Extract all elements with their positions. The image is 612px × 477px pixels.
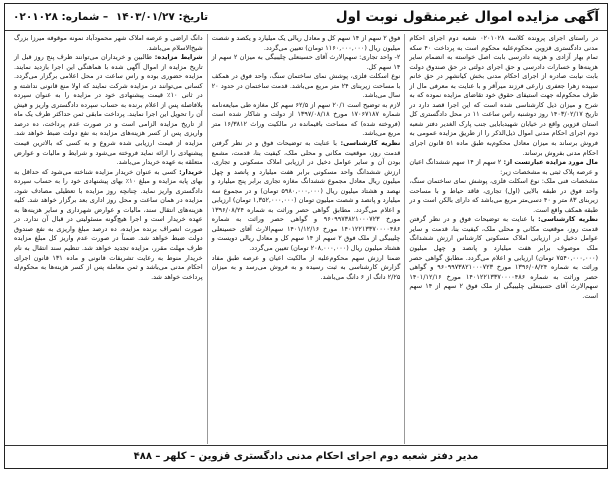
paragraph-text: ۲- واحد تجاری: سهم‌الارث آقای حسینعلی چلیبیگی به میزان ۲ سهم از ۱۴ سهم کل. [211, 53, 401, 71]
paragraph-text: دانگ اراضی و عرصه املاک شهر محمودآباد نمونه موقوفه میرزا بزرگ شیخ‌الاسلام می‌باشد. [13, 34, 203, 52]
paragraph-text: با عنایت به توضیحات فوق و در نظر گرفتن قدمت روز، موقعیت مکانی و محلی ملک، کیفیت بنا، قدمت و سایر عوامل دخیل در ارزیابی املاک مسکونی کارشناس ارزش ششدانگ ملک موصوف برابر هفت میلیارد و پانصد و چهل میلیون (۷۵۴۰,۰۰۰,۰۰۰ تومان) ارزیابی و اعلام می‌گردد. مطابق گواهی حصر وراثت به شماره ۱۳۹۶/۰۸/۲۴ مورخ ۹۶۰۹۹۷۳۸۲۱۰۰۰۷۲۳ و گواهی حصر وراثت به شماره ۱۴۰۱۲۲۱۳۳۷۰۰۰۰۴۸۶ مورخ ۱۴۰۱/۱۲/۱۶ سهم‌الارث آقای حسینعلی چلیبیگی از ملک فوق ۲ سهم از ۱۴ سهم است. [409, 215, 599, 300]
paragraph-label: خریدار: [176, 167, 203, 176]
paragraph-label: شرایط مزایده: [151, 53, 203, 62]
paragraph [409, 177, 598, 215]
paragraph-text: لازم به توضیح است ۲۰/۱ سهم از ۶۲/۵ سهم کل مغازه طی مبایعه‌نامه شماره ۱۷۰۶۷۱۸۷ مورخ ۱۳۹۷/۰۸/۱۸ از دولت و شاکار شده است (فروخته شده) که مساحت باقیمانده در مالکیت وراث ۱۶/۳۸۱۲ متر مربع می‌باشد. [211, 100, 401, 138]
paragraph-text: فوق ۲ سهم از ۱۴ سهم کل و معادل ریالی یک میلیارد و یکصد و شصت میلیون ریال (۱۱۶۰,۰۰۰,۰۰۰ تومان) تعیین می‌گردد. [211, 34, 401, 52]
paragraph-text: کسی به عنوان خریدار مزایده شناخته می‌شود که حداقل به بهای پایه مزایده و مبلغ ۱۰٪ بهای پیشنهادی خود را به حساب سپرده دادگستری واریز نماید. چنانچه روز مزایده با تعطیلی مصادف شود، مزایده در همان ساعت و محل روز اداری بعد برگزار خواهد شد. کلیه هزینه‌های انتقال سند، مالیات و عوارض شهرداری و سایر هزینه‌ها به عهده خریدار است و اجرا هیچ‌گونه مسئولیتی در قبال آن ندارد. در صورت انصراف برنده مزایده، ده درصد مبلغ واریزی به نفع صندوق دولت ضبط خواهد شد. ضمناً در صورت عدم واریز کل مبلغ مزایده ظرف مهلت مقرر، مزایده تجدید خواهد شد. تنظیم سند انتقال به نام خریدار منوط به رعایت تشریفات قانونی و ماده ۱۳۱ قانون اجرای احکام مدنی می‌باشد و ثمن معامله پس از کسر هزینه‌ها به محکوم‌له پرداخت خواهد شد. [13, 167, 203, 281]
paragraph-label: مال مورد مزایده عبارتست از: [501, 158, 598, 167]
paragraph [14, 34, 203, 53]
paragraph [212, 34, 401, 53]
paragraph [212, 53, 401, 72]
notice-header [5, 4, 607, 31]
paragraph-text: در راستای اجرای پرونده کلاسه ۰۲۰۱۰۲۸ شعبه دوم اجرای احکام مدنی دادگستری قزوین محکوم‌علیه محکوم است به پرداخت ۴۰ سکه تمام بهار آزادی و هزینه دادرسی بابت اصل خواسته به انضمام سایر هزینه‌ها و خسارات دادرسی و حق اجرای دولتی در حق صندوق دولت بابت نیابت صادره از اجرای احکام مدنی بخش کیانشهر در حق خانم سپیده زهرا جعفری زارعی فرزند میرآقر و با عنایت به معرفی مال از طرف محکوم‌له جهت استیفای حقوق خود تقاضای مزایده نموده که به شرح و میزان ذیل کارشناسی شده است که این اجرا قصد دارد در تاریخ ۱۴۰۳/۰۲/۱۷ روز دوشنبه راس ساعت ۱۱ در محل دادگستری کل استان قزوین واقع در خیابان شهیدبابایی جنب پارک الغدیر دفتر شعبه دوم اجرای احکام مدنی اموال ذیل‌الذکر را از طریق مزایده عمومی به فروش برساند به میزان معادل محکوم‌به طبق ماده ۵۱ قانون اجرای احکام مدنی بفروش برساند. [409, 34, 599, 157]
notice-page [4, 3, 608, 469]
column-middle [208, 34, 406, 444]
paragraph-label: نظریه کارشناسی: [534, 215, 598, 224]
notice-meta [13, 11, 208, 23]
paragraph [212, 72, 401, 101]
paragraph [409, 34, 598, 158]
paragraph [409, 215, 598, 301]
paragraph [409, 158, 598, 177]
paragraph [212, 139, 401, 254]
paragraph [212, 101, 401, 139]
paragraph-text: با عنایت به توضیحات فوق و در نظر گرفتن قدمت روز، موقعیت مکانی و محلی ملک، کیفیت بنا، قدمت، مشمع بودن آن و سایر عوامل دخیل در ارزیابی املاک مسکونی و تجاری، ارزش ششدانگ واحد مسکونی برابر هفت میلیارد و پانصد و چهل میلیون ریال معادل مجموع ششدانگ مغازه تجاری برابر پنج میلیارد و نهصد و هشتاد میلیون ریال (۵۹۸۰,۰۰۰,۰۰۰ تومان) و در مجموع سه میلیارد و پانصد و شصت میلیون تومان (۱,۳۵۲,۰۰۰,۰۰۰ تومان) ارزیابی و اعلام می‌گردد. مطابق گواهی حصر وراثت به شماره ۱۳۹۶/۰۸/۲۴ مورخ ۹۶۰۹۹۷۳۸۲۱۰۰۰۷۲۳ و گواهی حصر وراثت به شماره ۱۴۰۱۲۲۱۳۳۷۰۰۰۰۴۸۶ مورخ ۱۴۰۱/۱۲/۱۶ سهم‌الارث آقای حسینعلی چلیبیگی از ملک فوق ۲ سهم از ۱۴ سهم کل و معادل ریالی دویست و هشتاد میلیون ریال (۲۰۸,۰۰۰,۰۰۰ تومان) تعیین می‌گردد. [211, 139, 401, 253]
paragraph-text: طالبین و خریداران می‌توانند ظرف پنج روز قبل از تاریخ مزایده از اموال آگهی شده با هماهنگی این اجرا بازدید نمایند. مزایده حضوری بوده و راس ساعت در محل اعلامی برگزار می‌گردد. کسانی می‌توانند در مزایده شرکت نمایند که اولا منع قانونی نداشته و در ثانی ۱۰٪ قیمت پیشنهادی خود در مزایده را به عنوان سپرده بلافاصله پس از اعلام برنده به حساب سپرده دادگستری واریز و فیش آن را تحویل این اجرا نمایند. پرداخت مابقی ثمن حداکثر ظرف یک ماه از تاریخ مزایده الزامی است و در صورت عدم پرداخت، ده درصد واریزی پس از کسر هزینه‌های مزایده به نفع دولت ضبط خواهد شد. مزایده از قیمت ارزیابی شده شروع و به کسی که بالاترین قیمت پیشنهادی را ارائه نماید فروخته می‌شود و شرایط و مالیات و عوارض متعلقه به عهده خریدار می‌باشد. [13, 53, 203, 167]
notice-footer: مدیر دفتر شعبه دوم اجرای احکام مدنی دادگستری قزوین – کلهر – ۴۸۸ [5, 445, 607, 468]
notice-date: تاریخ: ۱۴۰۳/۰۱/۲۷ [115, 11, 209, 23]
paragraph [212, 254, 401, 283]
paragraph-text: نوع اسکلت فلزی، پوشش نمای ساختمان سنگ، واحد فوق در همکف با مساحت زیربنای ۲۴ متر مربع می‌باشد. قدمت ساختمان در حدود ۲۰ سال می‌باشد. [211, 72, 401, 100]
paragraph [14, 53, 203, 168]
paragraph [14, 168, 203, 283]
notice-number: – شماره: ۰۲۰۱۰۲۸ [13, 11, 109, 23]
column-left [10, 34, 208, 444]
notice-title: آگهی مزایده اموال غیرمنقول نوبت اول [335, 9, 599, 25]
paragraph-text: ۲ سهم از ۱۴ سهم ششدانگ اعیان و عرصه پلاک ثبتی به مشخصات زیر: [409, 158, 598, 176]
paragraph-label: نظریه کارشناسی: [336, 139, 401, 148]
notice-body [5, 31, 607, 444]
paragraph-text: مشخصات فنی ملک: نوع اسکلت فلزی، پوشش نمای ساختمان سنگ، واحد فوق در طبقه بالایی (اول) تجاری، فاقد حیاط و با مساحت زیربنای ۸۳ متر و ۴۰ دسی‌متر مربع می‌باشد که دارای بالکن است و در طبقه همکف واقع است. [409, 177, 598, 214]
paragraph-text: ضمنا ارزش سهم محکوم‌علیه از مالکیت اعیان و عرصه طبق مفاد گزارش کارشناسی به ثبت رسیده و به فروش می‌رسد و به میزان ۲/۲۵ دانگ از ۶ دانگ می‌باشد. [211, 253, 401, 281]
column-right [405, 34, 602, 444]
